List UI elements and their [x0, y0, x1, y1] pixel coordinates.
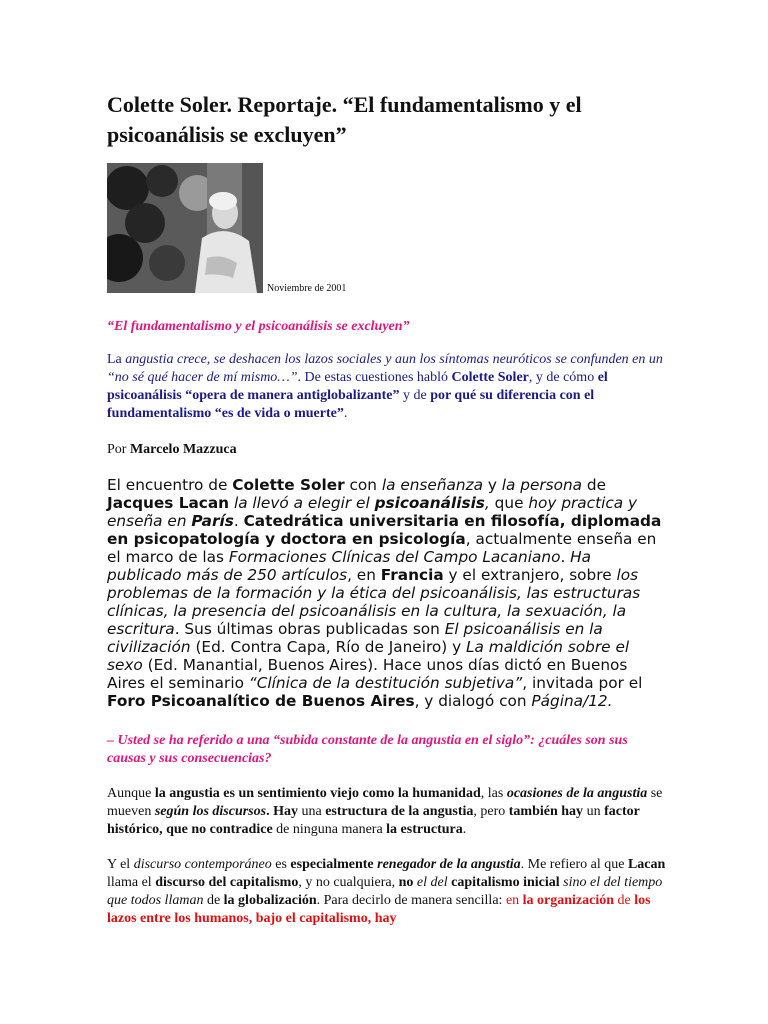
bio-text: la llevó a elegir el — [229, 494, 375, 512]
bio-text: (Ed. Contra Capa, Río de Janeiro) y — [190, 638, 467, 656]
answer-text: llama el — [107, 875, 156, 890]
answer-text: de — [614, 893, 635, 908]
bio-text: (Ed. Manantial, Buenos Aires). Hace unos días dictó en Buenos Aires el seminario — [107, 656, 628, 692]
bio-paragraph — [107, 476, 667, 710]
lead-text: , y de cómo — [528, 370, 598, 385]
bio-text: Página/12. — [531, 692, 613, 710]
bio-text: hoy practica y enseña en — [107, 494, 638, 530]
answer-text: el del — [416, 875, 448, 890]
answer-text: una — [297, 804, 326, 819]
bio-text: . — [560, 548, 571, 566]
answer-text: Y el — [107, 857, 134, 872]
answer-text: Hay — [273, 804, 298, 819]
bio-text: El encuentro de — [107, 476, 233, 494]
answer-text: , pero — [473, 804, 509, 819]
lead-text: “opera de manera antiglobalizante” — [181, 388, 400, 403]
answer-text: la globalización — [223, 893, 317, 908]
bio-text: Catedrática universitaria en filosofía, diplomada en psicopatología y doctora en psicología — [107, 512, 662, 548]
answer-text: especialmente — [290, 857, 378, 872]
answer-text: , las — [480, 786, 507, 801]
bio-text: Foro Psicoanalítico de Buenos Aires — [107, 692, 415, 710]
bio-text: . — [233, 512, 244, 530]
bio-text: con — [344, 476, 382, 494]
bio-text: Ha publicado más de 250 artículos — [107, 548, 592, 584]
byline-author: Marcelo Mazzuca — [129, 442, 237, 457]
answer-text: . — [266, 804, 274, 819]
portrait-photo — [107, 163, 263, 293]
answer-text: discurso del capitalismo — [155, 875, 299, 890]
bio-text: que — [489, 494, 529, 512]
lead-text: . De estas cuestiones habló — [297, 370, 452, 385]
lead-text: La — [107, 352, 126, 367]
bio-text: y — [482, 476, 502, 494]
answer-text: , y no cualquiera, — [298, 875, 399, 890]
answer-text: la estructura — [386, 822, 463, 837]
answer-text: también hay — [508, 804, 584, 819]
bio-text: El psicoanálisis en la civilización — [107, 620, 603, 656]
bio-text: y el extranjero, sobre — [443, 566, 617, 584]
lead-text: angustia crece, se deshacen los lazos sociales y aun los síntomas neuróticos se confunden en un “no sé qué hacer de mí mismo…” — [107, 352, 663, 385]
answer-text: es — [271, 857, 291, 872]
interview-question: – Usted se ha referido a una “subida constante de la angustia en el siglo”: ¿cuáles son sus causas y sus consecuencias? — [107, 733, 628, 766]
answer-text: . Me refiero al que — [520, 857, 628, 872]
answer-text: no — [398, 875, 417, 890]
bio-text: los problemas de la formación y la ética del psicoanálisis, las estructuras clínicas, la presencia del psicoanálisis en la cultura, la sexuación, la escritura — [107, 566, 641, 638]
answer-text: la angustia es un sentimiento viejo como la humanidad — [154, 786, 481, 801]
bio-text: de — [582, 476, 607, 494]
lead-text: por qué su diferencia con el fundamentalismo “es de vida o muerte” — [107, 388, 595, 421]
lead-paragraph — [107, 351, 667, 423]
answer-text: los lazos entre los humanos, bajo el capitalismo, hay — [107, 893, 651, 926]
bio-text: Francia — [380, 566, 444, 584]
bio-text: , y dialogó con — [414, 692, 532, 710]
page-title: Colette Soler. Reportaje. “El fundamentalismo y el psicoanálisis se excluyen” — [107, 92, 582, 147]
bio-text: , — [484, 494, 490, 512]
lead-text: y de — [399, 388, 431, 403]
bio-text: París — [191, 512, 234, 530]
bio-text: la enseñanza — [381, 476, 483, 494]
lead-text: el psicoanálisis — [107, 370, 608, 403]
bio-text: “Clínica de la destitución subjetiva” — [248, 674, 523, 692]
answer-text: discurso contemporáneo — [133, 857, 272, 872]
answer-text: factor histórico, que no contradice — [107, 804, 640, 837]
answer-text: en — [505, 893, 523, 908]
bio-text: , actualmente enseña en el marco de las — [107, 530, 657, 566]
byline — [107, 441, 667, 459]
portrait-illustration — [107, 163, 263, 293]
bio-text: La maldición sobre el sexo — [107, 638, 630, 674]
bio-text: psicoanálisis — [374, 494, 485, 512]
bio-text: Jacques Lacan — [107, 494, 230, 512]
pull-quote: “El fundamentalismo y el psicoanálisis se excluyen” — [107, 319, 410, 334]
answer-text: . Para decirlo de manera sencilla: — [316, 893, 506, 908]
bio-text: Colette Soler — [232, 476, 345, 494]
answer-paragraph-1 — [107, 785, 667, 839]
answer-text: sino el del tiempo que todos llaman — [107, 875, 663, 908]
answer-text: Lacan — [627, 857, 666, 872]
answer-text: . — [462, 822, 467, 837]
answer-text: ocasiones de la angustia — [506, 786, 648, 801]
lead-text: Colette Soler — [451, 370, 529, 385]
byline-prefix: Por — [107, 442, 130, 457]
answer-text: la organización — [522, 893, 615, 908]
answer-paragraph-2 — [107, 856, 667, 928]
photo-caption: Noviembre de 2001 — [267, 283, 347, 294]
answer-text: Aunque — [107, 786, 155, 801]
bio-text: . Sus últimas obras publicadas son — [174, 620, 445, 638]
answer-text: se mueven — [107, 786, 663, 819]
answer-text: según los discursos — [154, 804, 267, 819]
bio-text: la persona — [501, 476, 583, 494]
answer-text: un — [583, 804, 605, 819]
lead-text: . — [343, 406, 348, 421]
bio-text: Formaciones Clínicas del Campo Lacaniano — [228, 548, 561, 566]
answer-text: capitalismo inicial — [447, 875, 560, 890]
answer-text: renegador de la angustia — [377, 857, 521, 872]
bio-text: , invitada por el — [522, 674, 643, 692]
bio-text: , en — [347, 566, 381, 584]
answer-text: estructura de la angustia — [325, 804, 474, 819]
answer-text: de — [203, 893, 224, 908]
answer-text: de ninguna manera — [272, 822, 387, 837]
